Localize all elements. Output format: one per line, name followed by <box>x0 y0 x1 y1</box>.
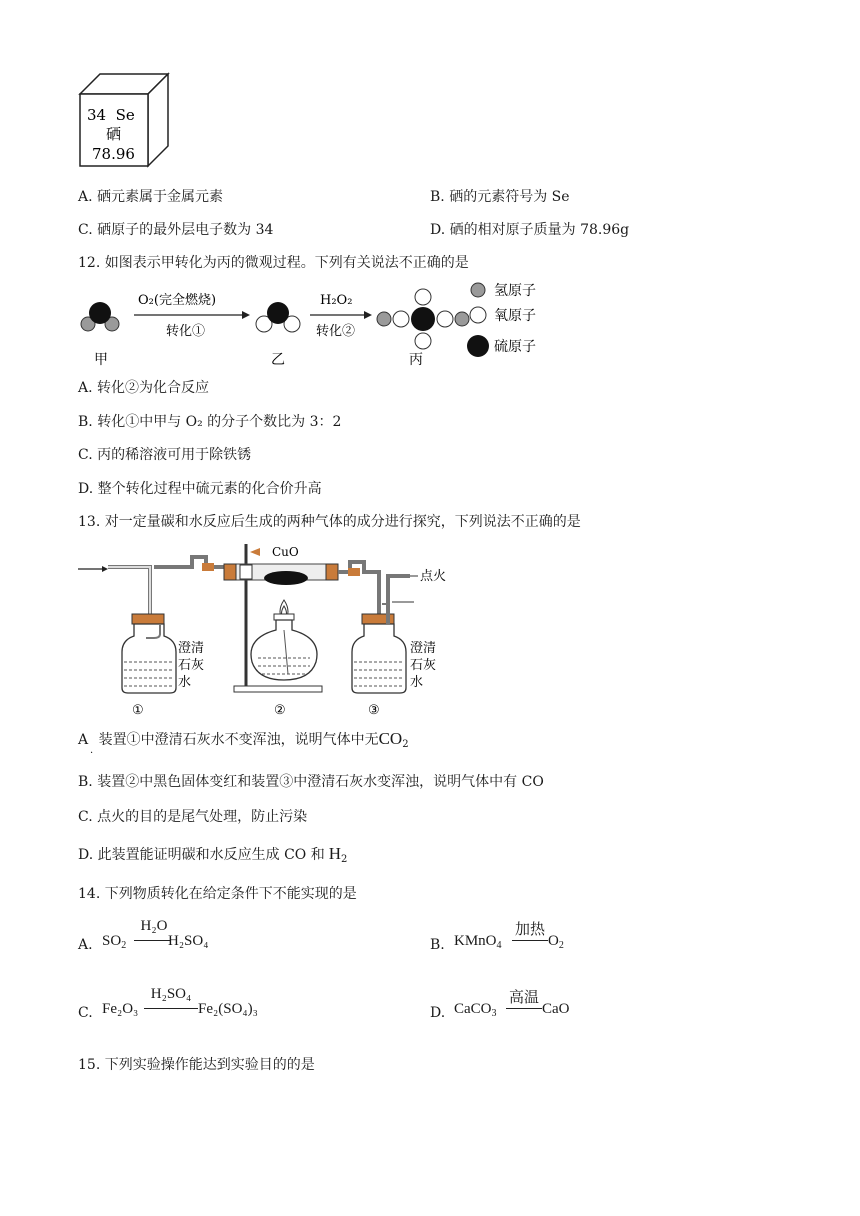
q14-option-c <box>78 986 378 1030</box>
limewater1-line2: 石灰 <box>178 658 205 673</box>
gas-apparatus-diagram <box>74 540 454 720</box>
q14-a-from-sub: 2 <box>121 940 127 951</box>
limewater1-line1: 澄清 <box>178 641 205 656</box>
q14-b-to-sub: 2 <box>558 940 564 951</box>
label-cuo: CuO <box>272 545 299 559</box>
q14-d-from: CaCO <box>454 1001 492 1017</box>
q14-d-from-sub: 3 <box>491 1008 497 1019</box>
q14-a-label: A. <box>78 937 93 953</box>
q14-c-condition: H₂SO₄ <box>150 986 192 1002</box>
q13-option-b: B. 装置②中黑色固体变红和装置③中澄清石灰水变浑浊，说明气体中有 CO <box>78 774 544 790</box>
label-2: ② <box>274 703 286 718</box>
q14-a-to: H₂SO₄ <box>168 933 209 949</box>
q14-option-b <box>430 918 730 962</box>
q11-option-b: B. 硒的元素符号为 Se <box>430 189 570 205</box>
q14-c-to: Fe₂(SO₄)₃ <box>198 1001 258 1017</box>
q13-option-a <box>78 730 409 749</box>
limewater3-line1: 澄清 <box>410 641 437 656</box>
q14-b-to: O <box>548 933 559 949</box>
arrow2-bottom-label: 转化② <box>316 324 356 339</box>
q13-option-a-formula: CO <box>378 729 403 748</box>
q12-option-a: A. 转化②为化合反应 <box>78 380 210 396</box>
limewater1-line3: 水 <box>178 675 192 690</box>
label-jia: 甲 <box>94 352 108 368</box>
q14-b-from: KMnO <box>454 933 497 949</box>
q14-b-condition: 加热 <box>514 922 545 938</box>
q12-option-b: B. 转化①中甲与 O₂ 的分子个数比为 3：2 <box>78 414 342 430</box>
q14-d-condition: 高温 <box>508 990 539 1006</box>
q14-option-d <box>430 986 730 1030</box>
arrow1-bottom-label: 转化① <box>166 324 206 339</box>
q11-option-d: D. 硒的相对原子质量为 78.96g <box>430 222 630 238</box>
q14-a-from: SO <box>102 933 122 949</box>
q14-b-label: B. <box>430 937 445 953</box>
q13-option-d-formula: H <box>328 844 341 863</box>
label-3: ③ <box>368 703 380 718</box>
q14-stem: 14. 下列物质转化在给定条件下不能实现的是 <box>78 886 357 902</box>
label-ignite: 点火 <box>420 569 447 584</box>
q15-stem: 15. 下列实验操作能达到实验目的的是 <box>78 1057 315 1073</box>
q12-option-c: C. 丙的稀溶液可用于除铁锈 <box>78 447 252 463</box>
q11-option-c: C. 硒原子的最外层电子数为 34 <box>78 222 274 238</box>
q14-a-condition: H₂O <box>140 918 168 934</box>
q12-stem: 12. 如图表示甲转化为丙的微观过程。下列有关说法不正确的是 <box>78 255 469 271</box>
legend-sulfur: 硫原子 <box>494 339 536 355</box>
element-mass: 78.96 <box>92 145 135 163</box>
limewater3-line3: 水 <box>410 675 424 690</box>
element-number-symbol: 34 Se <box>87 106 135 124</box>
q13-stem: 13. 对一定量碳和水反应后生成的两种气体的成分进行探究，下列说法不正确的是 <box>78 514 581 530</box>
element-name: 硒 <box>106 125 122 143</box>
q14-c-from: Fe₂O₃ <box>102 1001 139 1017</box>
arrow2-top-label: H₂O₂ <box>320 293 353 308</box>
q13-option-a-sub: 2 <box>402 739 409 750</box>
q14-c-label: C. <box>78 1005 93 1021</box>
q13-option-a-text: 装置①中澄清石灰水不变浑浊，说明气体中无 <box>98 732 379 748</box>
q14-d-to: CaO <box>542 1001 570 1017</box>
q13-option-d <box>78 845 347 864</box>
legend-hydrogen: 氢原子 <box>494 283 536 299</box>
arrow1-top-label: O₂(完全燃烧) <box>138 293 217 308</box>
element-box-diagram <box>78 72 178 168</box>
q13-option-d-text: D. 此装置能证明碳和水反应生成 CO 和 <box>78 847 325 863</box>
q12-option-d: D. 整个转化过程中硫元素的化合价升高 <box>78 481 322 497</box>
label-1: ① <box>132 703 144 718</box>
q14-option-a <box>78 918 378 962</box>
q13-option-c: C. 点火的目的是尾气处理，防止污染 <box>78 809 308 825</box>
limewater3-line2: 石灰 <box>410 658 437 673</box>
q11-option-a: A. 硒元素属于金属元素 <box>78 189 224 205</box>
legend-oxygen: 氧原子 <box>494 308 536 324</box>
q14-d-label: D. <box>430 1005 446 1021</box>
q13-option-a-prefix: A <box>78 732 89 748</box>
q13-option-d-sub: 2 <box>341 854 348 865</box>
q14-b-from-sub: 4 <box>496 940 502 951</box>
label-yi: 乙 <box>271 352 285 368</box>
label-bing: 丙 <box>409 352 423 368</box>
molecule-transformation-diagram <box>74 280 574 372</box>
